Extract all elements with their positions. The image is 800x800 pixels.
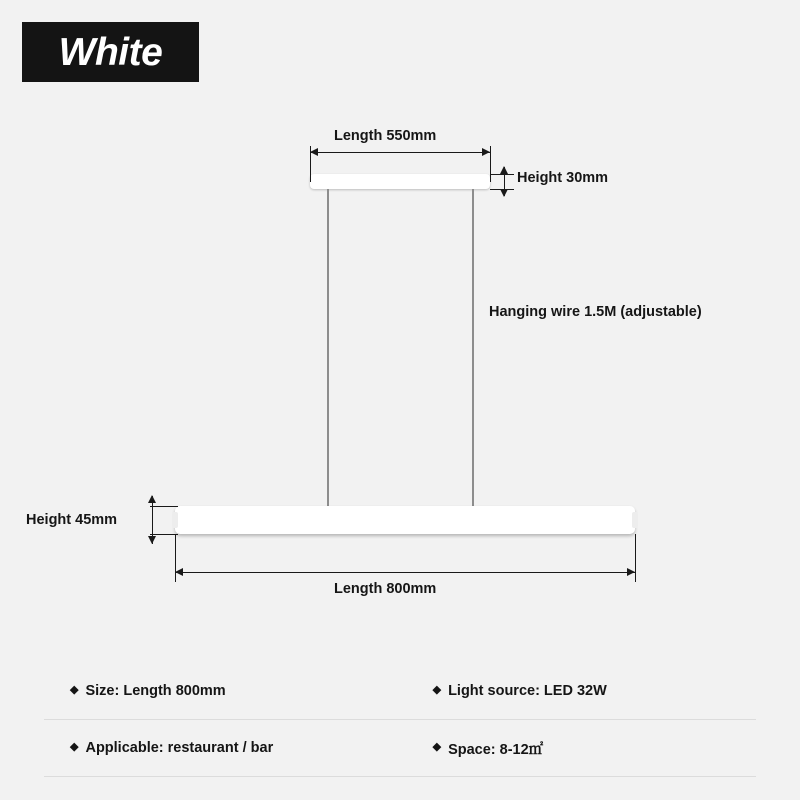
top-length-arrow-left-icon bbox=[310, 148, 318, 156]
top-length-label: Length 550mm bbox=[334, 128, 437, 144]
spec-size bbox=[44, 683, 433, 699]
bar-height-arrow-up-icon bbox=[148, 495, 156, 503]
hanging-wire-right bbox=[472, 189, 474, 513]
spec-table bbox=[44, 663, 756, 777]
top-length-tick-right bbox=[490, 146, 491, 182]
spec-space bbox=[433, 738, 756, 759]
bottom-length-arrow-right-icon bbox=[627, 568, 635, 576]
spec-light-source-text: Light source: LED 32W bbox=[448, 683, 607, 699]
spec-size-text: Size: Length 800mm bbox=[85, 683, 226, 699]
top-height-arrow-up-icon bbox=[500, 166, 508, 174]
top-length-arrow-right-icon bbox=[482, 148, 490, 156]
bar-height-tick-bottom bbox=[150, 534, 178, 535]
light-bar bbox=[175, 506, 635, 534]
bar-height-arrow-down-icon bbox=[148, 536, 156, 544]
spec-row bbox=[44, 663, 756, 720]
hanging-wire-label: Hanging wire 1.5M (adjustable) bbox=[489, 304, 702, 320]
spec-row bbox=[44, 720, 756, 777]
canopy-bar bbox=[310, 174, 490, 189]
bottom-length-dim-line bbox=[175, 572, 635, 573]
bottom-length-tick-right bbox=[635, 534, 636, 582]
bottom-length-label: Length 800mm bbox=[334, 581, 437, 597]
bar-height-tick-top bbox=[150, 506, 178, 507]
color-badge-label: White bbox=[58, 30, 163, 74]
top-height-tick-top bbox=[490, 174, 514, 175]
top-length-dim-line bbox=[310, 152, 490, 153]
top-height-label: Height 30mm bbox=[517, 170, 609, 186]
bottom-length-arrow-left-icon bbox=[175, 568, 183, 576]
diamond-bullet-icon: ◆ bbox=[432, 740, 442, 753]
diamond-bullet-icon: ◆ bbox=[70, 683, 79, 696]
hanging-wire-left bbox=[327, 189, 329, 513]
spec-applicable-text: Applicable: restaurant / bar bbox=[85, 740, 274, 756]
spec-applicable bbox=[44, 740, 433, 756]
spec-light-source bbox=[433, 683, 756, 699]
spec-space-text: Space: 8-12㎡ bbox=[448, 741, 544, 758]
diamond-bullet-icon: ◆ bbox=[70, 740, 79, 753]
light-bar-cap-left bbox=[172, 512, 178, 528]
light-bar-cap-right bbox=[632, 512, 638, 528]
bar-height-label: Height 45mm bbox=[26, 512, 118, 528]
diamond-bullet-icon: ◆ bbox=[432, 683, 442, 696]
top-height-arrow-down-icon bbox=[500, 189, 508, 197]
